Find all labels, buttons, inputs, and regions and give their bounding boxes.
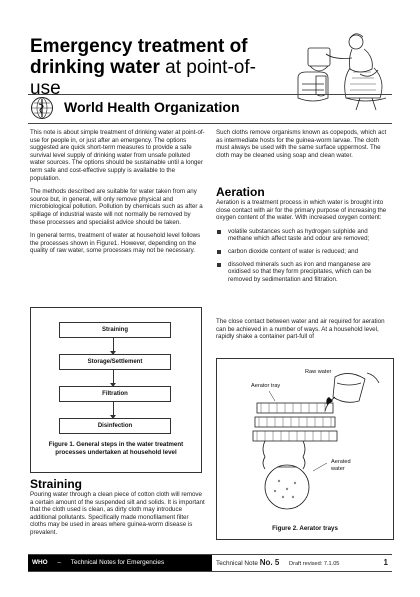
aerator-trays-illustration bbox=[217, 359, 393, 521]
straining-body: Pouring water through a clean piece of cotton cloth will remove a certain amount of the suspended silt and solids. It is important that the cloth used is clean, as dirty cloth may introduce additional pollutants. Specifically made monofilament filter cloths may be used in areas where guinea-worm disease is prevalent. bbox=[30, 491, 205, 536]
aeration-heading: Aeration bbox=[216, 185, 265, 199]
footer-note-label: Technical Note bbox=[216, 560, 258, 567]
org-name: World Health Organization bbox=[64, 99, 240, 115]
arrow-down-icon bbox=[113, 402, 114, 416]
arrow-down-icon bbox=[113, 370, 114, 384]
who-emblem-icon bbox=[30, 96, 54, 120]
left-column bbox=[30, 129, 205, 261]
footer-page-number: 1 bbox=[383, 558, 388, 567]
straining-heading: Straining bbox=[30, 477, 83, 491]
arrow-down-icon bbox=[113, 338, 114, 352]
label-aerator-tray: Aerator tray bbox=[251, 383, 281, 389]
bullet-item: volatile substances such as hydrogen sulphide and methane which affect taste and odour are removed; bbox=[216, 228, 392, 243]
figure-1 bbox=[30, 307, 202, 473]
footer-dash: – bbox=[57, 559, 61, 566]
general-terms-paragraph: In general terms, treatment of water at household level follows the processes shown in Figure1. However, depending on the quality of raw water, some processes may not be necessary. bbox=[30, 232, 201, 255]
figure-2 bbox=[216, 358, 394, 540]
title-line-2: drinking water bbox=[30, 57, 160, 78]
aeration-intro: Aeration is a treatment process in which water is brought into close contact with air for the primary purpose of increasing the oxygen content of the water. With increased oxygen content: bbox=[216, 199, 387, 222]
footer-series: Technical Notes for Emergencies bbox=[70, 559, 165, 566]
title-suffix: at point-of-use bbox=[30, 57, 256, 99]
aeration-continued: The close contact between water and air required for aeration can be achieved in a number of ways. At a household level, rapidly shake a container part-full of bbox=[216, 318, 385, 341]
intro-paragraph: This note is about simple treatment of drinking water at point-of-use for people in, or just after an emergency. The options suggested are quick short-term measures to provide a safe survival level supply of drinking water from unsafe polluted water sources. The options should be sustainable until a longer term safe and cost-effective supply is available to the population. bbox=[30, 129, 205, 182]
footer-note-number: No. 5 bbox=[259, 558, 280, 567]
cloth-paragraph: Such cloths remove organisms known as copepods, which act as intermediate hosts for the guinea-worm larvae. The cloth must always be used with the same surface uppermost. The cloth may be cleaned using soap and clean water. bbox=[216, 129, 387, 159]
footer-org: WHO bbox=[32, 559, 48, 566]
step-straining: Straining bbox=[59, 322, 171, 338]
bullet-item: dissolved minerals such as iron and manganese are oxidised so that they form precipitates, which can be removed by sedimentation and filtration. bbox=[216, 261, 392, 284]
footer-note-info bbox=[216, 555, 392, 571]
label-raw-water: Raw water bbox=[305, 369, 332, 375]
step-storage-settlement: Storage/Settlement bbox=[59, 354, 171, 370]
title-line-1: Emergency treatment of bbox=[30, 36, 248, 57]
figure-2-caption: Figure 2. Aerator trays bbox=[272, 525, 338, 532]
aeration-bullet-list bbox=[216, 228, 392, 284]
footer-bar bbox=[28, 554, 392, 572]
aeration-body bbox=[216, 199, 392, 288]
page-title bbox=[30, 36, 270, 99]
step-disinfection: Disinfection bbox=[59, 418, 171, 434]
bullet-item: carbon dioxide content of water is reduced; and bbox=[216, 248, 392, 256]
methods-paragraph: The methods described are suitable for water taken from any source but, in general, will only remove physical and microbiological pollution. Pollution by chemicals such as after a spillage of industrial waste will not normally be removed by these processes and specialist advice should be taken. bbox=[30, 188, 203, 226]
step-filtration: Filtration bbox=[59, 386, 171, 402]
footer-draft-date: Draft revised: 7.1.05 bbox=[289, 561, 340, 567]
label-aerated-water: Aerated water bbox=[331, 459, 351, 472]
footer-series-block bbox=[28, 555, 212, 571]
figure-1-caption: Figure 1. General steps in the water treatment processes undertaken at household level bbox=[48, 441, 184, 456]
